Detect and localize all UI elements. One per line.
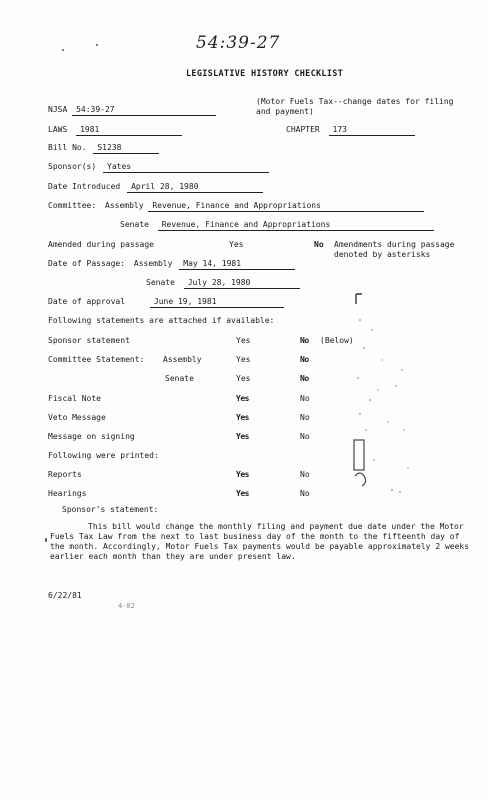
njsa-label: NJSA: [48, 105, 68, 114]
veto-message-yes: Yes: [236, 413, 249, 422]
amended-yes: Yes: [229, 240, 244, 249]
sponsor-statement-no: No: [300, 336, 309, 345]
approval-row: [48, 297, 284, 308]
sponsor-statement-heading: Sponsor's statement:: [62, 505, 159, 514]
sponsor-statement-yes: Yes: [236, 336, 251, 345]
chapter-value: 173: [329, 125, 415, 136]
scan-speck: [62, 49, 64, 51]
committee-assembly-label: Assembly: [105, 201, 144, 210]
handwritten-statute-number: 54:39-27: [196, 33, 281, 53]
committee-statement-label: Committee Statement:: [48, 355, 145, 364]
laws-value: 1981: [76, 125, 182, 136]
reports-no: No: [300, 470, 310, 479]
njsa-row: [48, 105, 216, 116]
committee-statement-assembly-no: No: [300, 355, 309, 364]
page-title: LEGISLATIVE HISTORY CHECKLIST: [186, 69, 344, 79]
date-introduced-row: [48, 182, 263, 193]
date-introduced-label: Date Introduced: [48, 182, 121, 191]
sponsor-statement-text: This bill would change the monthly filing and payment due date under the Motor Fuels Tax Law from the next to last business day of the month to the fifteenth day of the month. Accordingly, Motor Fuels Tax payments would be payable approximately 2 weeks earlier each month than they are under present law.: [50, 522, 470, 561]
committee-assembly-value: Revenue, Finance and Appropriations: [148, 201, 424, 212]
laws-label: LAWS: [48, 125, 68, 134]
veto-message-no: No: [300, 413, 310, 422]
date-introduced-value: April 28, 1980: [127, 182, 263, 193]
committee-senate-value: Revenue, Finance and Appropriations: [158, 220, 434, 231]
attached-heading: Following statements are attached if available:: [48, 316, 275, 325]
passage-assembly-value: May 14, 1981: [179, 259, 295, 270]
committee-assembly-row: [48, 201, 424, 212]
passage-assembly-row: [48, 259, 295, 270]
njsa-subject: (Motor Fuels Tax--change dates for filing and payment): [256, 97, 454, 116]
committee-statement-assembly-label: Assembly: [163, 355, 202, 364]
hearings-label: Hearings: [48, 489, 87, 498]
chapter-row: [286, 125, 415, 136]
bill-row: [48, 143, 159, 154]
footer-stamp: 4-02: [118, 602, 135, 610]
amended-no: No: [314, 240, 324, 249]
committee-statement-assembly-yes: Yes: [236, 355, 251, 364]
passage-senate-row: [146, 278, 300, 289]
reports-yes: Yes: [236, 470, 249, 479]
message-signing-yes: Yes: [236, 432, 249, 441]
bill-value: S1238: [93, 143, 159, 154]
printed-heading: Following were printed:: [48, 451, 159, 460]
scan-speck: [45, 538, 47, 542]
committee-label: Committee:: [48, 201, 97, 210]
sponsor-label: Sponsor(s): [48, 162, 97, 171]
committee-statement-senate-no: No: [300, 374, 309, 383]
sponsor-statement-note: (Below): [320, 336, 354, 345]
sponsor-statement-label: Sponsor statement: [48, 336, 130, 345]
committee-senate-label: Senate: [120, 220, 149, 229]
sponsor-value: Yates: [103, 162, 269, 173]
amended-note: Amendments during passage denoted by asterisks: [334, 240, 455, 259]
message-signing-no: No: [300, 432, 310, 441]
fiscal-note-label: Fiscal Note: [48, 394, 101, 403]
passage-assembly-label: Assembly: [133, 259, 173, 268]
sponsor-row: [48, 162, 269, 173]
fiscal-note-yes: Yes: [236, 394, 249, 403]
amended-label: Amended during passage: [48, 240, 154, 249]
reports-label: Reports: [48, 470, 82, 479]
committee-statement-senate-label: Senate: [165, 374, 194, 383]
committee-senate-row: [120, 220, 434, 231]
passage-label: Date of Passage:: [48, 259, 126, 268]
passage-senate-label: Senate: [146, 278, 175, 287]
veto-message-label: Veto Message: [48, 413, 106, 422]
sponsor-statement-paragraph: [50, 522, 470, 562]
hearings-yes: Yes: [236, 489, 249, 498]
chapter-label: CHAPTER: [286, 125, 320, 134]
laws-row: [48, 125, 182, 136]
passage-senate-value: July 28, 1980: [184, 278, 300, 289]
committee-statement-senate-yes: Yes: [236, 374, 251, 383]
njsa-value: 54:39-27: [72, 105, 216, 116]
approval-label: Date of approval: [48, 297, 126, 306]
bill-label: Bill No.: [48, 143, 87, 152]
approval-value: June 19, 1981: [150, 297, 284, 308]
message-signing-label: Message on signing: [48, 432, 135, 441]
scan-speck: [96, 44, 98, 46]
footer-date: 6/22/81: [48, 591, 82, 600]
fiscal-note-no: No: [300, 394, 310, 403]
scan-noise-strip: [352, 290, 412, 500]
hearings-no: No: [300, 489, 310, 498]
